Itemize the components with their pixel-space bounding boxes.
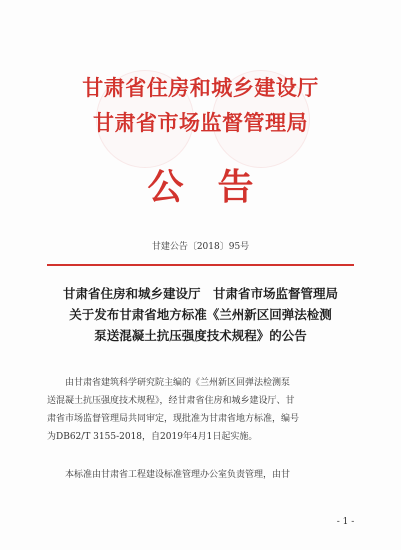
- document-number: 甘建公告〔2018〕95号: [151, 242, 250, 252]
- body-line: 肃省市场监督管理局共同审定，现批准为甘肃省地方标准，编号: [47, 414, 300, 424]
- page-number: [0, 517, 401, 527]
- notice-heading-line-1: 甘肃省住房和城乡建设厅 甘肃省市场监督管理局: [62, 286, 338, 301]
- page-number-text: - 1 -: [336, 517, 355, 527]
- body-line: 本标准由甘肃省工程建设标准管理办公室负责管理，由甘: [65, 470, 291, 480]
- notice-title: 公告: [147, 167, 288, 208]
- red-divider-line: [47, 264, 354, 266]
- notice-heading-line-2: 关于发布甘肃省地方标准《兰州新区回弹法检测: [69, 307, 332, 322]
- body-paragraph-1: [47, 374, 357, 446]
- body-paragraph-2: [47, 466, 357, 484]
- notice-heading-line-3: 泵送混凝土抗压强度技术规程》的公告: [94, 328, 307, 343]
- body-line: 由甘肃省建筑科学研究院主编的《兰州新区回弹法检测泵: [65, 378, 291, 388]
- body-line: 为DB62/T 3155-2018，自2019年4月1日起实施。: [47, 432, 258, 442]
- issuer-line-1: 甘肃省住房和城乡建设厅: [82, 76, 319, 100]
- issuer-line-2: 甘肃省市场监督管理局: [93, 111, 308, 135]
- body-line: 送混凝土抗压强度技术规程》，经甘肃省住房和城乡建设厅、甘: [47, 396, 295, 406]
